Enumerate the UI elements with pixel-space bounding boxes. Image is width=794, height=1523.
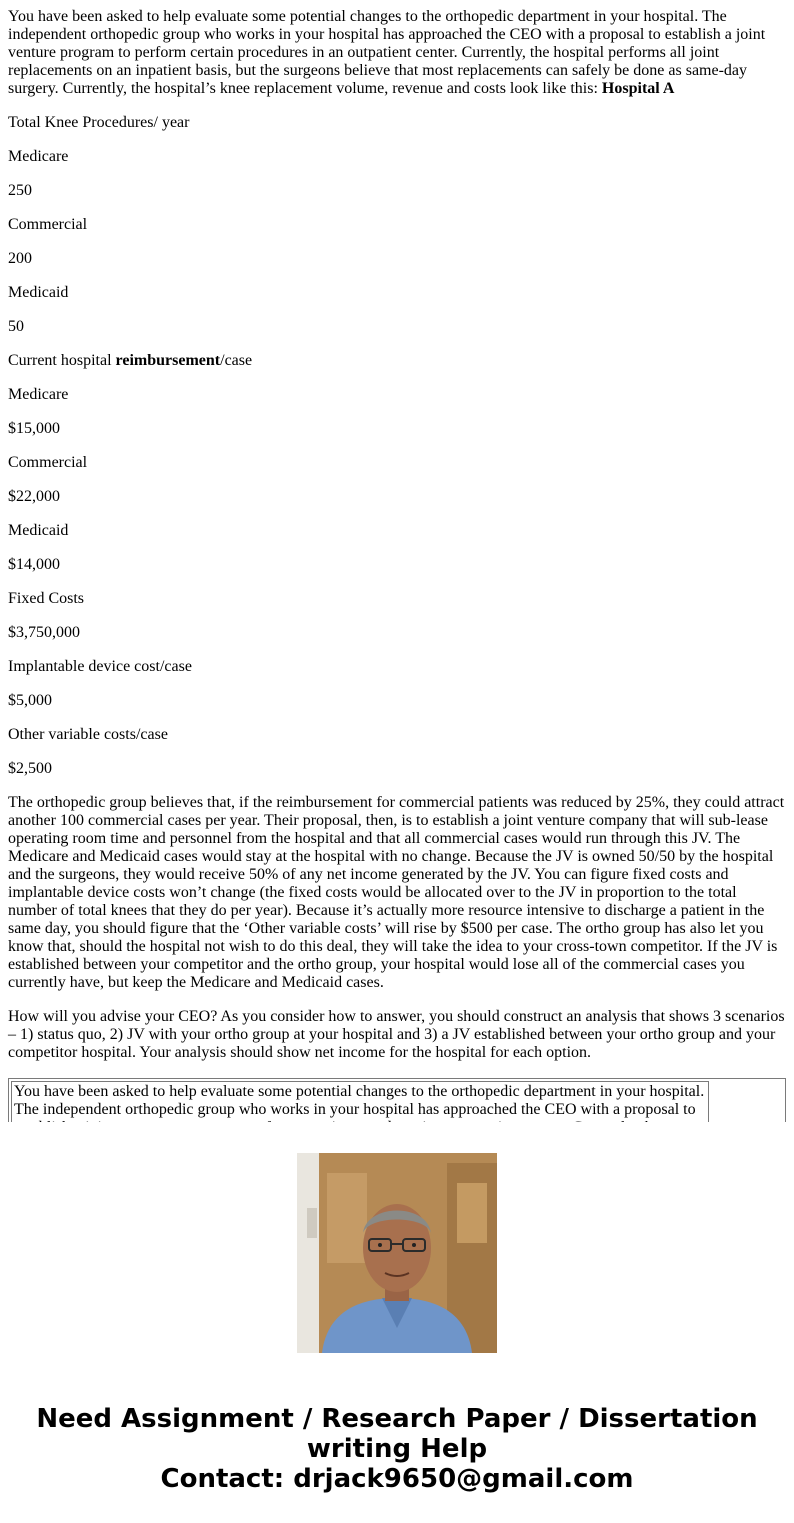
cost-value: $3,750,000: [8, 624, 80, 641]
reimbursement-value: $14,000: [8, 556, 60, 573]
cost-label: Implantable device cost/case: [8, 658, 192, 675]
avatar: [297, 1153, 497, 1353]
reimbursement-heading-suffix: /case: [220, 352, 253, 369]
quoted-question-box: [8, 1078, 786, 1124]
reimbursement-label: Medicaid: [8, 522, 69, 539]
procedure-value: 200: [8, 250, 32, 267]
reimbursement-value: $22,000: [8, 488, 60, 505]
procedure-value: 250: [8, 182, 32, 199]
hospital-label: Hospital A: [601, 80, 675, 97]
procedure-label: Medicaid: [8, 284, 69, 301]
promo-banner: [0, 1122, 794, 1523]
intro-text: You have been asked to help evaluate some potential changes to the orthopedic department in your hospital. The independent orthopedic group who works in your hospital has approached the CEO with a proposal to establish a joint venture program to perform certain procedures in an outpatient center. Currently, the hospital performs all joint replacements on an inpatient basis, but the surgeons believe that most replacements can safely be done as same-day surgery. Currently, the hospital’s knee replacement volume, revenue and costs look like this:: [8, 8, 766, 97]
procedure-label: Commercial: [8, 216, 88, 233]
reimbursement-heading-prefix: Current hospital: [8, 352, 116, 369]
reimbursement-label: Medicare: [8, 386, 69, 403]
reimbursement-heading: [8, 352, 786, 370]
cost-label: Fixed Costs: [8, 590, 85, 607]
reimbursement-label: Commercial: [8, 454, 88, 471]
promo-headline-line1: Need Assignment / Research Paper / Dissertation: [36, 1404, 758, 1434]
promo-contact-email: Contact: drjack9650@gmail.com: [160, 1464, 634, 1494]
procedure-value: 50: [8, 318, 24, 335]
reimbursement-value: $15,000: [8, 420, 60, 437]
procedure-label: Medicare: [8, 148, 69, 165]
proposal-paragraph: The orthopedic group believes that, if the reimbursement for commercial patients was reduced by 25%, they could attract another 100 commercial cases per year. Their proposal, then, is to establish a joint venture company that will sub-lease operating room time and personnel from the hospital and that all commercial cases would run through this JV. The Medicare and Medicaid cases would stay at the hospital with no change. Because the JV is owned 50/50 by the hospital and the surgeons, they would receive 50% of any net income generated by the JV. You can figure fixed costs and implantable device costs won’t change (the fixed costs would be allocated over to the JV in proportion to the total number of total knees that they do per year). Because it’s actually more resource intensive to discharge a patient in the same day, you should figure that the ‘Other variable costs’ will rise by $500 per case. The ortho group has also let you know that, should the hospital not wish to do this deal, they will take the idea to your cross-town competitor. If the JV is established between your competitor and the ortho group, your hospital would lose all of the commercial cases you currently have, but keep the Medicare and Medicaid cases.: [8, 794, 785, 991]
person-portrait-icon: [297, 1153, 497, 1353]
question-paragraph: How will you advise your CEO? As you consider how to answer, you should construct an analysis that shows 3 scenarios – 1) status quo, 2) JV with your ortho group at your hospital and 3) a JV established between your ortho group and your competitor hospital. Your analysis should show net income for the hospital for each option.: [8, 1008, 785, 1061]
reimbursement-heading-bold: reimbursement: [115, 352, 221, 369]
cost-value: $2,500: [8, 760, 52, 777]
promo-headline-line2: writing Help: [306, 1434, 488, 1464]
document-body: [8, 8, 786, 1078]
cost-value: $5,000: [8, 692, 52, 709]
cost-label: Other variable costs/case: [8, 726, 168, 743]
intro-paragraph: [8, 8, 786, 98]
quoted-question-text: You have been asked to help evaluate some potential changes to the orthopedic department in your hospital. The independent orthopedic group who works in your hospital has approached the CEO with a proposal to: [11, 1081, 709, 1175]
procedures-heading: Total Knee Procedures/ year: [8, 114, 190, 131]
